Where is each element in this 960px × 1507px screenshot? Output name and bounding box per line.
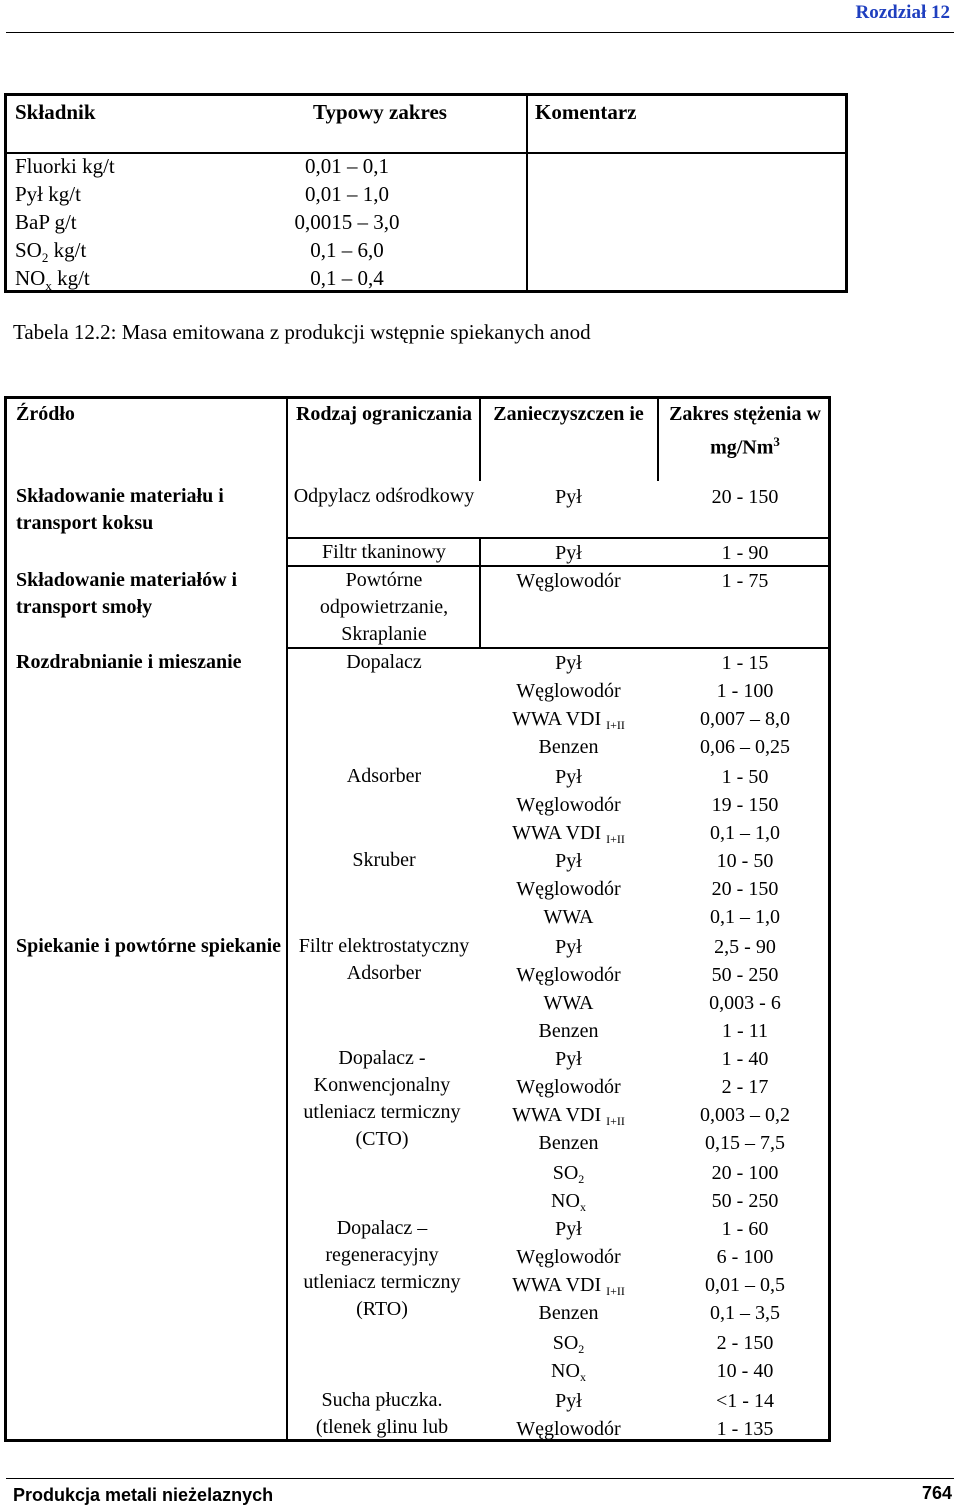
range-cell: 20 - 100 xyxy=(711,1162,779,1184)
emission-table xyxy=(4,93,848,293)
pollutant-cell: Pył xyxy=(555,1048,582,1070)
technique-cell: Dopalacz – regeneracyjny utleniacz termiczny (RTO) xyxy=(303,1217,461,1320)
row-range: 0,01 – 0,1 xyxy=(305,154,389,178)
concentration-table xyxy=(4,396,831,1442)
row-name: Pył kg/t xyxy=(15,182,81,206)
technique-cell: Powtórne odpowietrzanie, Skraplanie xyxy=(319,569,449,645)
header-component: Składnik xyxy=(15,100,96,124)
table-row xyxy=(7,1243,831,1271)
pollutant-cell: Węglowodór xyxy=(516,1246,621,1268)
source-cell: Rozdrabnianie i mieszanie xyxy=(16,651,242,673)
range-cell: 6 - 100 xyxy=(716,1246,774,1268)
row-name: Fluorki kg/t xyxy=(15,154,115,178)
range-cell: 0,1 – 1,0 xyxy=(710,906,780,928)
pollutant-cell: WWA VDI $_{I+II}$ xyxy=(512,1104,625,1128)
technique-cell: Sucha płuczka. (tlenek glinu lub xyxy=(315,1389,449,1438)
row-range: 0,1 – 0,4 xyxy=(310,266,384,290)
range-cell: 20 - 150 xyxy=(711,486,779,508)
pollutant-cell: $SO_2$ xyxy=(552,1332,585,1356)
technique-cell: Filtr tkaninowy xyxy=(322,541,446,563)
table-row xyxy=(7,1271,831,1299)
technique-cell: Odpylacz odśrodkowy xyxy=(293,485,475,507)
pollutant-cell: Węglowodór xyxy=(516,878,621,900)
table-row xyxy=(7,847,831,875)
header-pollutant: Zanieczyszczen ie xyxy=(493,403,644,425)
range-cell: 0,01 – 0,5 xyxy=(705,1274,785,1296)
pollutant-cell: Pył xyxy=(555,850,582,872)
pollutant-cell: Węglowodór xyxy=(516,680,621,702)
table-row xyxy=(7,705,831,733)
table-row xyxy=(7,1073,831,1101)
pollutant-cell: $NO_x$ xyxy=(551,1360,586,1384)
row-range: 0,01 – 1,0 xyxy=(305,182,389,206)
range-cell: 2 - 150 xyxy=(716,1332,774,1354)
range-cell: 1 - 11 xyxy=(722,1020,768,1042)
header-type: Rodzaj ograniczania xyxy=(295,403,473,425)
range-cell: 10 - 50 xyxy=(716,850,774,872)
range-cell: 50 - 250 xyxy=(711,1190,779,1212)
table-row xyxy=(7,483,831,511)
technique-cell: Skruber xyxy=(352,849,416,871)
table-row xyxy=(7,1215,831,1243)
pollutant-cell: Benzen xyxy=(538,1020,599,1042)
table-row xyxy=(7,1299,831,1327)
range-cell: 1 - 15 xyxy=(721,652,769,674)
row-name: $SO_2$ kg/t xyxy=(15,238,87,266)
range-cell: 19 - 150 xyxy=(711,794,779,816)
pollutant-cell: Węglowodór xyxy=(516,1418,621,1440)
pollutant-cell: WWA VDI $_{I+II}$ xyxy=(512,708,625,732)
range-cell: 1 - 75 xyxy=(721,570,769,592)
pollutant-cell: Benzen xyxy=(538,1132,599,1154)
table-row xyxy=(7,182,526,210)
technique-cell: Filtr elektrostatyczny Adsorber xyxy=(298,935,470,984)
range-cell: 50 - 250 xyxy=(711,964,779,986)
table-row xyxy=(7,819,831,847)
table-row xyxy=(7,1329,831,1357)
row-name: $NO_x$ kg/t xyxy=(15,266,90,294)
column-divider xyxy=(526,96,528,290)
header-range: Zakres stężenia w mg/Nm$^3$ xyxy=(669,403,821,459)
table-row xyxy=(7,1187,831,1215)
range-cell: 0,15 – 7,5 xyxy=(705,1132,785,1154)
range-cell: 1 - 40 xyxy=(721,1048,769,1070)
source-cell: Spiekanie i powtórne spiekanie xyxy=(16,935,282,957)
table-row xyxy=(7,875,831,903)
table-row xyxy=(7,154,526,182)
pollutant-cell: Pył xyxy=(555,486,582,508)
range-cell: 2 - 17 xyxy=(721,1076,769,1098)
row-name: BaP g/t xyxy=(15,210,77,234)
pollutant-cell: $NO_x$ xyxy=(551,1190,586,1214)
pollutant-cell: Węglowodór xyxy=(516,1076,621,1098)
table-row xyxy=(7,1159,831,1187)
range-cell: 2,5 - 90 xyxy=(714,936,776,958)
table-row xyxy=(7,903,831,931)
pollutant-cell: WWA xyxy=(543,906,594,928)
chapter-header: Rozdział 12 xyxy=(855,2,950,23)
source-cell: Składowanie materiałów i transport smoły xyxy=(16,569,238,618)
pollutant-cell: Węglowodór xyxy=(516,570,621,592)
range-cell: 0,06 – 0,25 xyxy=(700,736,790,758)
range-cell: 1 - 90 xyxy=(721,542,769,564)
row-range: 0,1 – 6,0 xyxy=(310,238,384,262)
range-cell: 1 - 135 xyxy=(716,1418,774,1440)
source-cell: Składowanie materiału i transport koksu xyxy=(16,485,224,534)
pollutant-cell: Pył xyxy=(555,542,582,564)
range-cell: 1 - 100 xyxy=(716,680,774,702)
header-source: Źródło xyxy=(16,403,75,425)
pollutant-cell: Pył xyxy=(555,1390,582,1412)
range-cell: 1 - 60 xyxy=(721,1218,769,1240)
table-row xyxy=(7,933,831,961)
pollutant-cell: Węglowodór xyxy=(516,964,621,986)
table-row xyxy=(7,1415,831,1443)
pollutant-cell: WWA xyxy=(543,992,594,1014)
footer-rule xyxy=(6,1478,954,1479)
range-cell: 0,007 – 8,0 xyxy=(700,708,790,730)
pollutant-cell: Pył xyxy=(555,766,582,788)
range-cell: 0,003 - 6 xyxy=(709,992,781,1014)
range-cell: 0,003 – 0,2 xyxy=(700,1104,790,1126)
table-row xyxy=(7,1017,831,1045)
header-range: Typowy zakres xyxy=(313,100,447,124)
pollutant-cell: Benzen xyxy=(538,1302,599,1324)
technique-cell: Dopalacz xyxy=(346,651,422,673)
table-row xyxy=(7,1101,831,1129)
pollutant-cell: $SO_2$ xyxy=(552,1162,585,1186)
pollutant-cell: Pył xyxy=(555,936,582,958)
range-cell: 1 - 50 xyxy=(721,766,769,788)
pollutant-cell: Pył xyxy=(555,1218,582,1240)
table-row xyxy=(7,733,831,761)
table-row xyxy=(7,1045,831,1073)
range-cell: 20 - 150 xyxy=(711,878,779,900)
table-row xyxy=(7,210,526,238)
range-cell: 0,1 – 3,5 xyxy=(710,1302,780,1324)
header-comment: Komentarz xyxy=(535,100,637,124)
technique-cell: Dopalacz - Konwencjonalny utleniacz termiczny (CTO) xyxy=(303,1047,461,1150)
pollutant-cell: Benzen xyxy=(538,736,599,758)
table-row xyxy=(7,539,831,567)
range-cell: <1 - 14 xyxy=(716,1390,774,1412)
table-row xyxy=(7,1387,831,1415)
table-row xyxy=(7,677,831,705)
pollutant-cell: Pył xyxy=(555,652,582,674)
range-cell: 0,1 – 1,0 xyxy=(710,822,780,844)
pollutant-cell: WWA VDI $_{I+II}$ xyxy=(512,822,625,846)
table-row xyxy=(7,649,831,677)
footer-title: Produkcja metali nieżelaznych xyxy=(13,1485,274,1505)
table-row xyxy=(7,989,831,1017)
table-row xyxy=(7,1129,831,1157)
table-row xyxy=(7,567,831,595)
pollutant-cell: Węglowodór xyxy=(516,794,621,816)
table-row xyxy=(7,791,831,819)
header-rule xyxy=(6,32,954,33)
table-caption: Tabela 12.2: Masa emitowana z produkcji wstępnie spiekanych anod xyxy=(13,320,591,344)
range-cell: 10 - 40 xyxy=(716,1360,774,1382)
page-number: 764 xyxy=(921,1483,952,1503)
technique-cell: Adsorber xyxy=(346,765,422,787)
table-row xyxy=(7,266,526,294)
table-row xyxy=(7,1357,831,1385)
pollutant-cell: WWA VDI $_{I+II}$ xyxy=(512,1274,625,1298)
row-range: 0,0015 – 3,0 xyxy=(294,210,400,234)
table-row xyxy=(7,238,526,266)
table-row xyxy=(7,961,831,989)
table-row xyxy=(7,763,831,791)
